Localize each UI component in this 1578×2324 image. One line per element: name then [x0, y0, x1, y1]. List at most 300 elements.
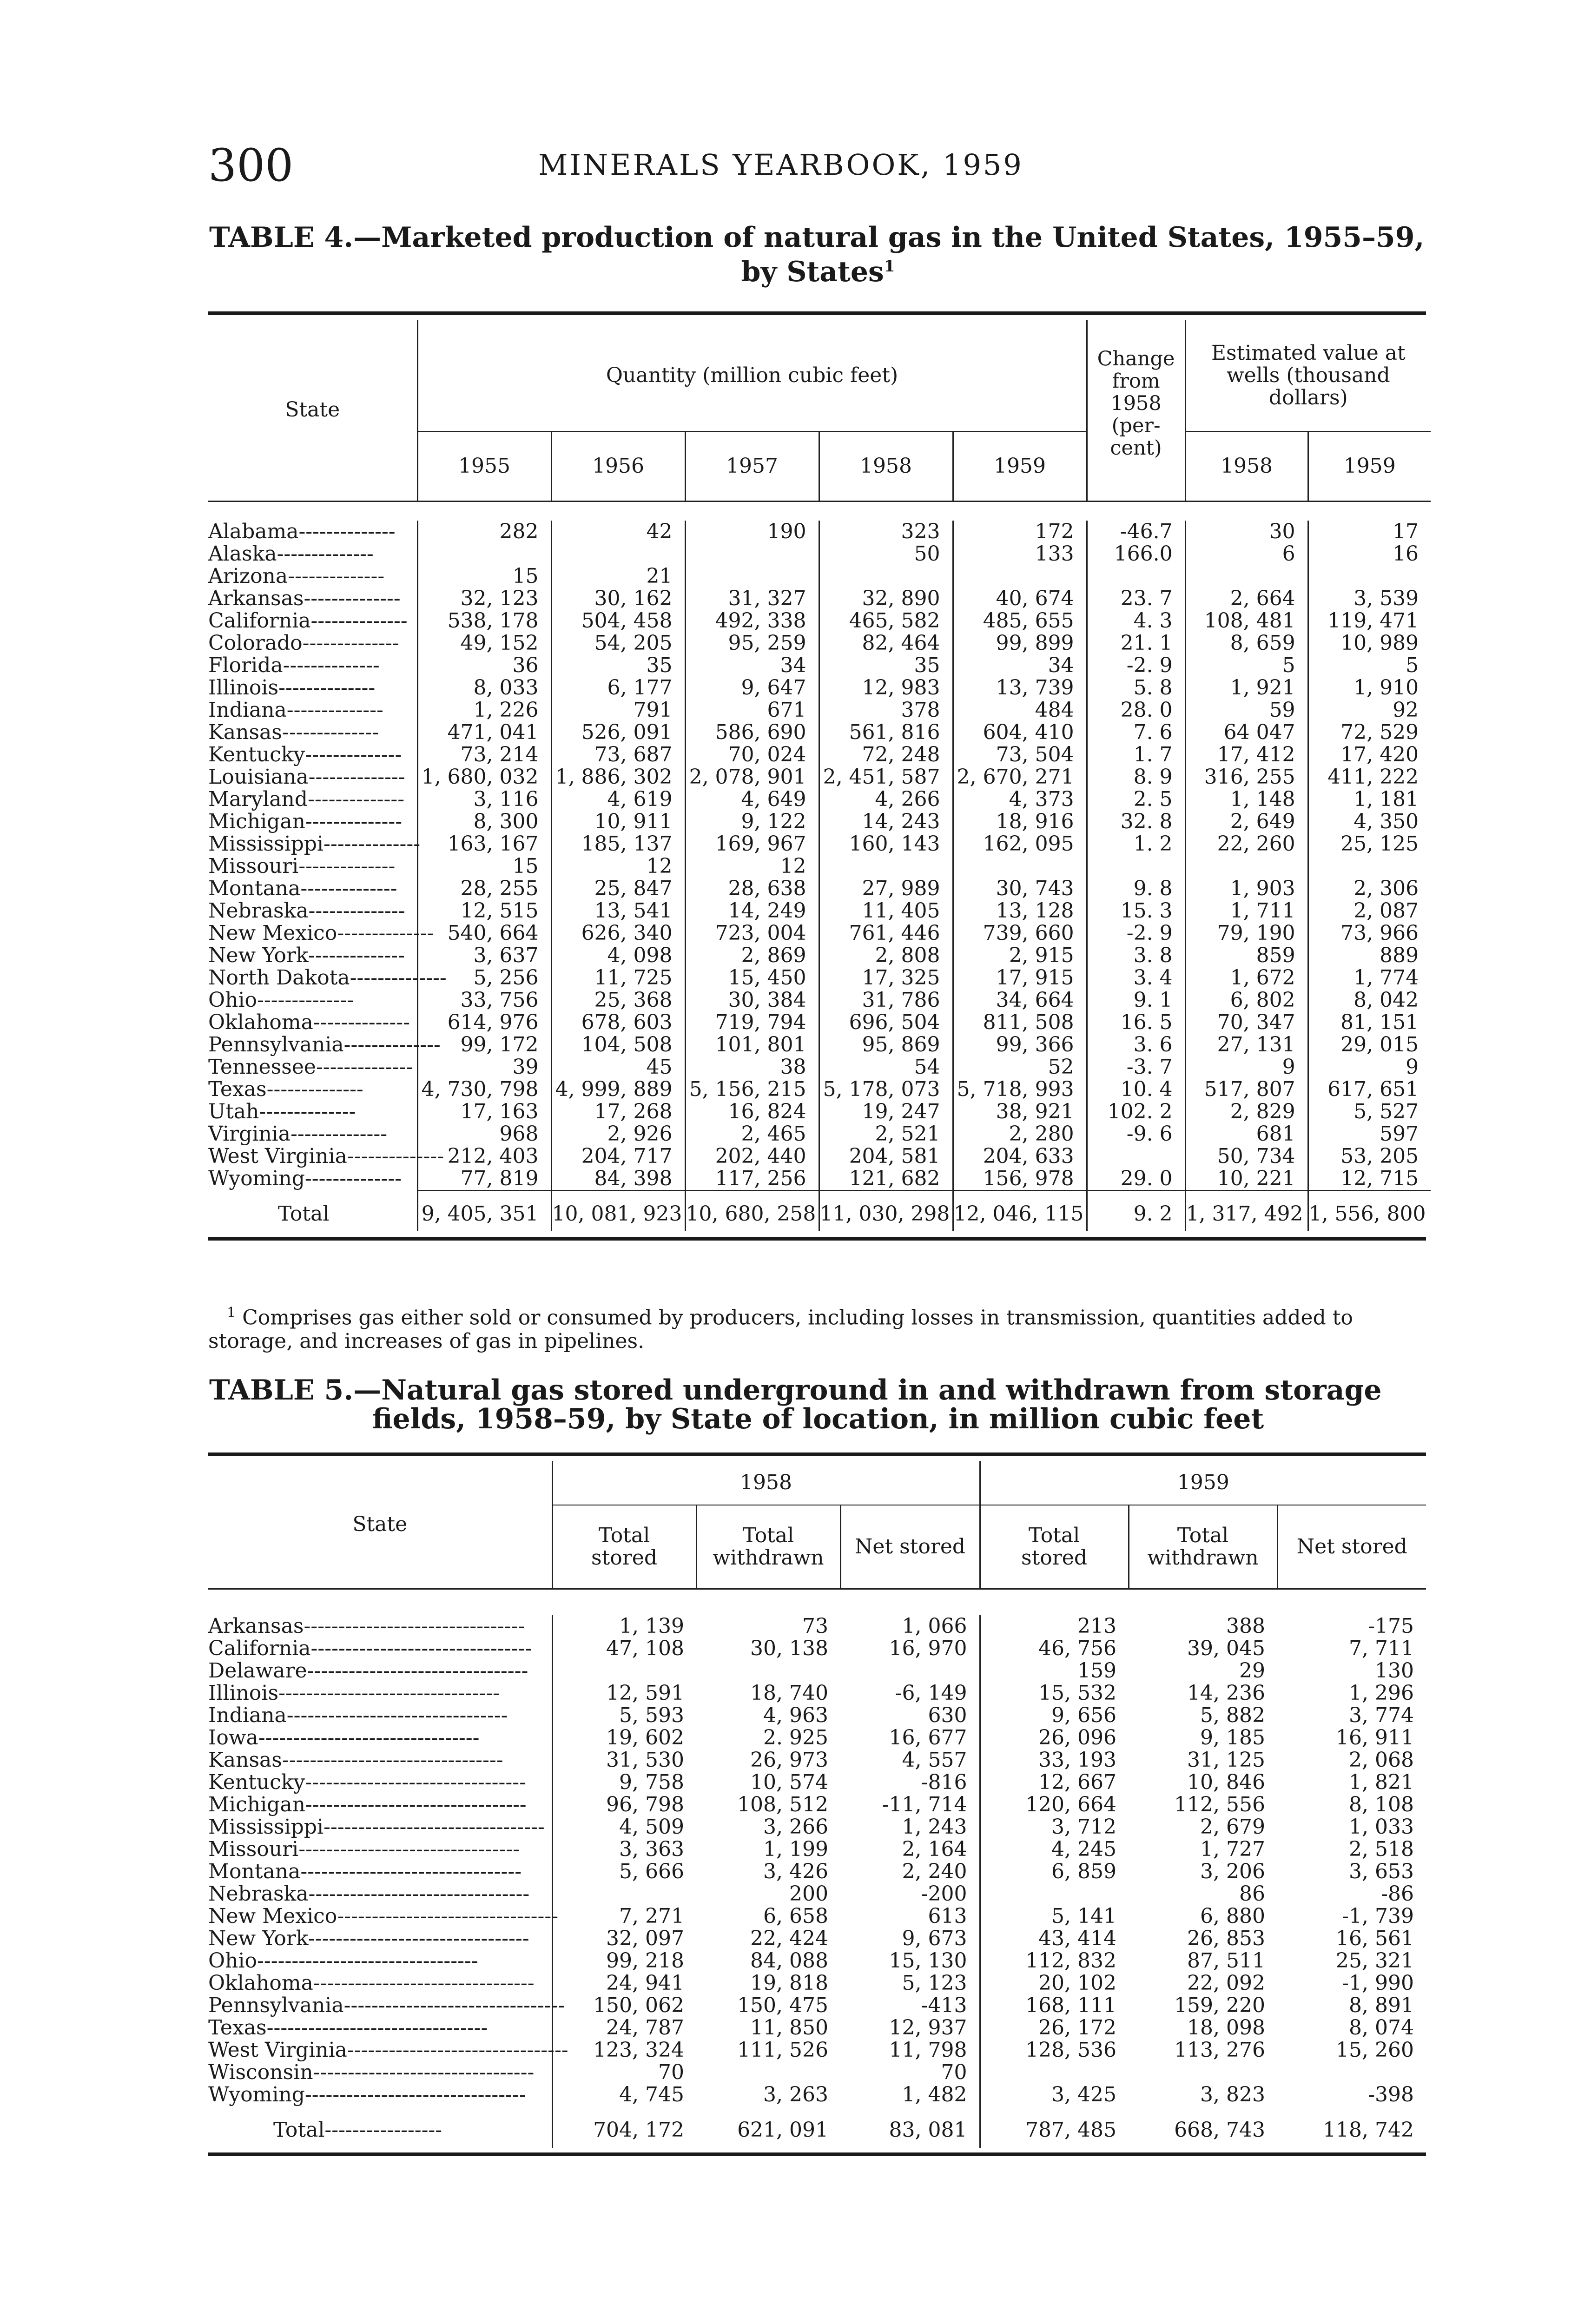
cell-y1955: 8, 300 [417, 811, 551, 833]
state-label: California [208, 608, 311, 633]
cell-y1956: 791 [551, 699, 685, 721]
state-label: Ohio [208, 1948, 257, 1973]
cell-change: 5. 8 [1087, 677, 1185, 699]
cell-y1955: 1, 226 [417, 699, 551, 721]
cell-y1956: 4, 098 [551, 944, 685, 967]
cell-w58: 111, 526 [737, 2038, 828, 2062]
cell-y1959: 133 [953, 543, 1087, 565]
table5-total-n58: 83, 081 [889, 2118, 967, 2142]
page-number: 300 [208, 139, 294, 191]
cell-y1958: 378 [819, 699, 953, 721]
table-row [208, 2017, 1426, 2039]
table5 [208, 1452, 1426, 2156]
cell-v1959: 16 [1308, 543, 1431, 565]
cell-y1958: 19, 247 [819, 1101, 953, 1123]
state-name: Nebraska-------------------------------- [208, 1882, 530, 1906]
cell-n59: -86 [1381, 1882, 1414, 1906]
cell-y1957: 9, 122 [685, 811, 819, 833]
state-name: Arkansas-------------- [208, 586, 401, 610]
cell-s58: 24, 787 [552, 2017, 696, 2039]
state-name: Kansas-------------- [208, 720, 379, 744]
table4-total-1958: 11, 030, 298 [819, 1190, 953, 1231]
cell-v1959: 81, 151 [1308, 1011, 1431, 1034]
cell-y1958: 27, 989 [819, 878, 953, 900]
cell-y1956: 84, 398 [551, 1168, 685, 1190]
table4-total-value-1959: 1, 556, 800 [1308, 1190, 1431, 1231]
cell-y1956: 185, 137 [551, 833, 685, 855]
state-name: Michigan-------------------------------- [208, 1792, 527, 1816]
table4-body [208, 521, 1431, 1190]
table-row [208, 699, 1431, 721]
cell-s59: 3, 425 [980, 2084, 1129, 2106]
cell-w59: 22, 092 [1187, 1971, 1265, 1995]
cell-v1958: 79, 190 [1185, 922, 1308, 944]
table4-caption-line2-wrap [209, 252, 1427, 286]
cell-v1958: 1, 711 [1185, 900, 1308, 922]
cell-change: 4. 3 [1087, 610, 1185, 632]
cell-y1959 [953, 565, 1087, 588]
cell-s58: 19, 602 [552, 1727, 696, 1749]
table4-header-1958: 1958 [819, 431, 953, 501]
cell-y1957: 38 [685, 1056, 819, 1078]
cell-y1959: 485, 655 [953, 610, 1087, 632]
state-name: Louisiana-------------- [208, 765, 405, 789]
state-name: Nebraska-------------- [208, 898, 405, 923]
cell-v1959: 889 [1308, 944, 1431, 967]
cell-y1959: 34, 664 [953, 989, 1087, 1011]
state-name: California-------------- [208, 608, 408, 633]
cell-s58: 3, 363 [552, 1838, 696, 1861]
cell-w59: 112, 556 [1174, 1792, 1265, 1816]
cell-y1955: 77, 819 [417, 1168, 551, 1190]
cell-v1958: 9 [1185, 1056, 1308, 1078]
cell-s59: 6, 859 [980, 1861, 1129, 1883]
state-name: Pennsylvania-------------------------------- [208, 1993, 565, 2017]
cell-change: 7. 6 [1087, 721, 1185, 744]
table4-bottom-rule [208, 1237, 1426, 1241]
cell-v1958: 1, 921 [1185, 677, 1308, 699]
cell-v1958: 859 [1185, 944, 1308, 967]
cell-y1958: 2, 451, 587 [819, 766, 953, 788]
cell-y1958: 4, 266 [819, 788, 953, 811]
cell-change: 9. 1 [1087, 989, 1185, 1011]
state-name: Texas-------------------------------- [208, 2015, 488, 2040]
cell-y1956: 54, 205 [551, 632, 685, 654]
table5-header-1958-net: Net stored [840, 1505, 980, 1589]
cell-y1956: 526, 091 [551, 721, 685, 744]
table-row [208, 1615, 1426, 1637]
cell-w58: 26, 973 [750, 1748, 828, 1772]
cell-s59: 213 [980, 1615, 1129, 1637]
footnote-text: Comprises gas either sold or consumed by producers, including losses in transmission, quantities added to storage, and increases of gas in pipelines. [208, 1306, 1353, 1353]
state-name: Illinois-------------------------------- [208, 1681, 500, 1705]
cell-w58: 3, 263 [763, 2082, 828, 2106]
cell-w58: 3, 266 [763, 1815, 828, 1839]
table-row [208, 1660, 1426, 1682]
cell-w59: 3, 206 [1200, 1859, 1265, 1883]
table-row [208, 1972, 1426, 1994]
state-name: Mississippi-------------- [208, 832, 421, 856]
cell-s59: 9, 656 [980, 1704, 1129, 1727]
cell-y1956: 21 [551, 565, 685, 588]
cell-s58: 123, 324 [552, 2039, 696, 2061]
cell-y1955: 39 [417, 1056, 551, 1078]
cell-change: -9. 6 [1087, 1123, 1185, 1145]
cell-y1956: 626, 340 [551, 922, 685, 944]
table-row [208, 721, 1431, 744]
state-label: Indiana [208, 698, 287, 722]
table-row [208, 1034, 1431, 1056]
cell-y1959: 17, 915 [953, 967, 1087, 989]
table4-total-label: Total [278, 1202, 330, 1226]
cell-y1955: 8, 033 [417, 677, 551, 699]
state-name: Missouri-------------------------------- [208, 1837, 520, 1861]
table4-total-1955: 9, 405, 351 [417, 1190, 551, 1231]
state-name: Montana-------------- [208, 876, 397, 900]
cell-y1958: 95, 869 [819, 1034, 953, 1056]
table-row [208, 1794, 1426, 1816]
cell-n59: -1, 739 [1342, 1904, 1414, 1928]
cell-w59: 388 [1226, 1614, 1265, 1638]
state-label: Florida [208, 653, 283, 677]
cell-change: 3. 6 [1087, 1034, 1185, 1056]
table-row [208, 1905, 1426, 1928]
cell-y1958: 5, 178, 073 [819, 1078, 953, 1101]
state-name: Montana-------------------------------- [208, 1859, 522, 1883]
cell-w58: 18, 740 [750, 1681, 828, 1705]
table-row [208, 766, 1431, 788]
state-label: Delaware [208, 1658, 307, 1683]
cell-y1955: 99, 172 [417, 1034, 551, 1056]
cell-v1959: 53, 205 [1308, 1145, 1431, 1168]
cell-w58: 3, 426 [763, 1859, 828, 1883]
state-label: Alabama [208, 519, 299, 543]
state-name: Indiana-------------- [208, 698, 383, 722]
state-name: Kentucky-------------------------------- [208, 1770, 526, 1794]
cell-y1955: 49, 152 [417, 632, 551, 654]
cell-y1956: 73, 687 [551, 744, 685, 766]
table-row [208, 1056, 1431, 1078]
state-name: Maryland-------------- [208, 787, 405, 811]
cell-s59: 20, 102 [980, 1972, 1129, 1994]
state-name: North Dakota-------------- [208, 965, 447, 990]
cell-s59: 26, 096 [980, 1727, 1129, 1749]
cell-y1955: 3, 637 [417, 944, 551, 967]
cell-y1959: 13, 739 [953, 677, 1087, 699]
table-row [208, 588, 1431, 610]
state-label: North Dakota [208, 965, 350, 990]
cell-n58: 70 [941, 2060, 967, 2084]
cell-y1957: 9, 647 [685, 677, 819, 699]
cell-y1957 [685, 565, 819, 588]
cell-w58: 108, 512 [737, 1792, 828, 1816]
cell-w59: 159, 220 [1174, 1993, 1265, 2017]
state-name: Arkansas-------------------------------- [208, 1614, 525, 1638]
cell-v1959: 9 [1308, 1056, 1431, 1078]
state-label: Oklahoma [208, 1010, 313, 1034]
state-label: Michigan [208, 1792, 305, 1816]
state-name: Indiana-------------------------------- [208, 1703, 508, 1727]
cell-v1959: 4, 350 [1308, 811, 1431, 833]
cell-s58: 7, 271 [552, 1905, 696, 1928]
cell-change: 1. 2 [1087, 833, 1185, 855]
cell-y1959: 484 [953, 699, 1087, 721]
table5-body [208, 1615, 1426, 2106]
cell-s59: 128, 536 [980, 2039, 1129, 2061]
cell-v1959: 8, 042 [1308, 989, 1431, 1011]
cell-n59: 16, 561 [1336, 1926, 1414, 1950]
cell-v1958: 8, 659 [1185, 632, 1308, 654]
cell-y1958: 32, 890 [819, 588, 953, 610]
cell-y1955: 15 [417, 855, 551, 878]
state-label: Indiana [208, 1703, 287, 1727]
cell-w58: 73 [802, 1614, 828, 1638]
cell-s59: 159 [980, 1660, 1129, 1682]
cell-y1955: 4, 730, 798 [417, 1078, 551, 1101]
state-label: West Virginia [208, 1144, 347, 1168]
cell-y1959: 5, 718, 993 [953, 1078, 1087, 1101]
table4-total-1959: 12, 046, 115 [953, 1190, 1087, 1231]
table5-total-text: Total [273, 2118, 325, 2142]
cell-v1958: 681 [1185, 1123, 1308, 1145]
table5-bottom-rule [208, 2152, 1426, 2156]
table4-header-state: State [285, 398, 340, 422]
cell-y1958: 465, 582 [819, 610, 953, 632]
cell-n58: -200 [921, 1882, 967, 1906]
cell-v1958: 6, 802 [1185, 989, 1308, 1011]
state-name: Alaska-------------- [208, 541, 374, 566]
cell-y1955: 282 [417, 521, 551, 543]
table5-caption [209, 1376, 1427, 1433]
cell-s58: 32, 097 [552, 1928, 696, 1950]
cell-n59: -398 [1368, 2082, 1414, 2106]
table-row [208, 610, 1431, 632]
state-label: Wisconsin [208, 2060, 313, 2084]
table4-total [208, 1190, 1431, 1231]
table5-total-w58: 621, 091 [737, 2118, 828, 2142]
state-label: Nebraska [208, 1882, 309, 1906]
cell-y1957: 30, 384 [685, 989, 819, 1011]
cell-y1957: 31, 327 [685, 588, 819, 610]
cell-v1958: 10, 221 [1185, 1168, 1308, 1190]
cell-y1958: 31, 786 [819, 989, 953, 1011]
state-name: Wisconsin-------------------------------- [208, 2060, 535, 2084]
cell-change: 2. 5 [1087, 788, 1185, 811]
state-name: Michigan-------------- [208, 809, 403, 833]
cell-v1959: 29, 015 [1308, 1034, 1431, 1056]
cell-y1958: 54 [819, 1056, 953, 1078]
state-label: Louisiana [208, 765, 309, 789]
cell-y1955: 17, 163 [417, 1101, 551, 1123]
cell-v1958: 22, 260 [1185, 833, 1308, 855]
cell-w59: 26, 853 [1187, 1926, 1265, 1950]
cell-y1959 [953, 855, 1087, 878]
cell-v1959 [1308, 855, 1431, 878]
table-row [208, 1816, 1426, 1838]
cell-v1958: 1, 903 [1185, 878, 1308, 900]
table-row [208, 878, 1431, 900]
cell-y1955: 36 [417, 654, 551, 677]
cell-s58: 150, 062 [552, 1994, 696, 2017]
state-name: California-------------------------------- [208, 1636, 532, 1660]
cell-w59: 6, 880 [1200, 1904, 1265, 1928]
cell-y1959: 18, 916 [953, 811, 1087, 833]
cell-v1958 [1185, 565, 1308, 588]
cell-n59: 3, 653 [1349, 1859, 1414, 1883]
cell-y1956: 35 [551, 654, 685, 677]
table5-total-n59: 118, 742 [1323, 2118, 1414, 2142]
cell-v1958: 316, 255 [1185, 766, 1308, 788]
cell-y1957: 28, 638 [685, 878, 819, 900]
cell-y1956: 12 [551, 855, 685, 878]
table-row [208, 1682, 1426, 1704]
cell-y1956: 1, 886, 302 [551, 766, 685, 788]
table-row [208, 565, 1431, 588]
state-name: Pennsylvania-------------- [208, 1032, 441, 1056]
table4-header-value: Estimated value at wells (thousand dollars) [1185, 320, 1431, 431]
table5-header-state: State [352, 1512, 408, 1536]
cell-v1958: 5 [1185, 654, 1308, 677]
cell-w58: 1, 199 [763, 1837, 828, 1861]
cell-n58: 4, 557 [902, 1748, 967, 1772]
cell-n58: 630 [928, 1703, 967, 1727]
cell-s58: 4, 745 [552, 2084, 696, 2106]
state-name: Wyoming-------------------------------- [208, 2082, 526, 2106]
cell-w58: 6, 658 [763, 1904, 828, 1928]
cell-s58: 70 [552, 2061, 696, 2084]
table4-header-value-1959: 1959 [1308, 431, 1431, 501]
cell-n59: -1, 990 [1342, 1971, 1414, 1995]
cell-y1955: 32, 123 [417, 588, 551, 610]
state-name: Ohio-------------------------------- [208, 1948, 478, 1973]
state-label: Kentucky [208, 742, 305, 766]
cell-y1956: 17, 268 [551, 1101, 685, 1123]
table-row [208, 1078, 1431, 1101]
state-label: West Virginia [208, 2038, 347, 2062]
state-label: Wyoming [208, 2082, 305, 2106]
cell-w58: 19, 818 [750, 1971, 828, 1995]
table-row [208, 677, 1431, 699]
state-name: Kansas-------------------------------- [208, 1748, 503, 1772]
cell-v1958: 27, 131 [1185, 1034, 1308, 1056]
cell-y1959: 172 [953, 521, 1087, 543]
state-label: Arkansas [208, 1614, 304, 1638]
cell-v1959: 5, 527 [1308, 1101, 1431, 1123]
state-name: New Mexico-------------- [208, 921, 434, 945]
table4-caption-line2: by States [741, 256, 884, 288]
cell-w59: 9, 185 [1200, 1725, 1265, 1750]
cell-v1958: 70, 347 [1185, 1011, 1308, 1034]
state-label: Kansas [208, 1748, 282, 1772]
state-label: Pennsylvania [208, 1032, 344, 1056]
state-label: Missouri [208, 854, 299, 878]
cell-y1958: 761, 446 [819, 922, 953, 944]
cell-y1957: 169, 967 [685, 833, 819, 855]
cell-n58: 16, 677 [889, 1725, 967, 1750]
cell-n58: 9, 673 [902, 1926, 967, 1950]
cell-y1957: 2, 465 [685, 1123, 819, 1145]
cell-y1956: 4, 619 [551, 788, 685, 811]
state-name: Utah-------------- [208, 1099, 356, 1123]
cell-change: 29. 0 [1087, 1168, 1185, 1190]
cell-y1958: 12, 983 [819, 677, 953, 699]
state-label: Illinois [208, 1681, 279, 1705]
cell-y1958: 11, 405 [819, 900, 953, 922]
table-row [208, 521, 1431, 543]
cell-y1955 [417, 543, 551, 565]
table-row [208, 1994, 1426, 2017]
cell-y1958: 14, 243 [819, 811, 953, 833]
cell-n59: 7, 711 [1349, 1636, 1414, 1660]
cell-y1955: 212, 403 [417, 1145, 551, 1168]
cell-s59 [980, 1883, 1129, 1905]
cell-y1957: 5, 156, 215 [685, 1078, 819, 1101]
state-label: Nebraska [208, 898, 309, 923]
state-name: Florida-------------- [208, 653, 380, 677]
table5-header-1959: 1959 [980, 1461, 1426, 1505]
state-label: Maryland [208, 787, 308, 811]
cell-v1959: 119, 471 [1308, 610, 1431, 632]
cell-w59: 113, 276 [1174, 2038, 1265, 2062]
table-row [208, 1771, 1426, 1794]
table5-grid [208, 1461, 1426, 2148]
state-name: Mississippi-------------------------------- [208, 1815, 545, 1839]
table-row [208, 654, 1431, 677]
table4-total-value-1958: 1, 317, 492 [1185, 1190, 1308, 1231]
table4-header-value-1958: 1958 [1185, 431, 1308, 501]
cell-y1956: 2, 926 [551, 1123, 685, 1145]
table-row [208, 811, 1431, 833]
cell-v1958: 59 [1185, 699, 1308, 721]
table4-total-1957: 10, 680, 258 [685, 1190, 819, 1231]
cell-change: 3. 8 [1087, 944, 1185, 967]
cell-y1957: 723, 004 [685, 922, 819, 944]
cell-v1958: 517, 807 [1185, 1078, 1308, 1101]
cell-v1959: 3, 539 [1308, 588, 1431, 610]
cell-s59: 26, 172 [980, 2017, 1129, 2039]
cell-s59: 3, 712 [980, 1816, 1129, 1838]
cell-y1959: 34 [953, 654, 1087, 677]
table-row [208, 967, 1431, 989]
cell-n59: 16, 911 [1336, 1725, 1414, 1750]
state-label: Michigan [208, 809, 305, 833]
state-label: Montana [208, 876, 301, 900]
cell-y1957: 492, 338 [685, 610, 819, 632]
cell-s59: 43, 414 [980, 1928, 1129, 1950]
cell-y1955: 33, 756 [417, 989, 551, 1011]
state-label: Kansas [208, 720, 282, 744]
state-label: Montana [208, 1859, 301, 1883]
cell-w59 [1129, 2061, 1277, 2084]
table-row [208, 1011, 1431, 1034]
cell-n59: -175 [1368, 1614, 1414, 1638]
cell-s58: 5, 666 [552, 1861, 696, 1883]
cell-y1957: 15, 450 [685, 967, 819, 989]
state-label: Illinois [208, 675, 279, 700]
cell-n58: 11, 798 [889, 2038, 967, 2062]
cell-y1959: 811, 508 [953, 1011, 1087, 1034]
cell-change: 16. 5 [1087, 1011, 1185, 1034]
cell-w58: 4, 963 [763, 1703, 828, 1727]
table4-header-1959: 1959 [953, 431, 1087, 501]
cell-s59: 46, 756 [980, 1637, 1129, 1660]
cell-n59: 15, 260 [1336, 2038, 1414, 2062]
state-label: New Mexico [208, 1904, 337, 1928]
cell-y1959: 99, 899 [953, 632, 1087, 654]
cell-change: 21. 1 [1087, 632, 1185, 654]
table4-caption-line1: TABLE 4.—Marketed production of natural gas in the United States, 1955–59, [209, 221, 1425, 254]
cell-y1959: 38, 921 [953, 1101, 1087, 1123]
